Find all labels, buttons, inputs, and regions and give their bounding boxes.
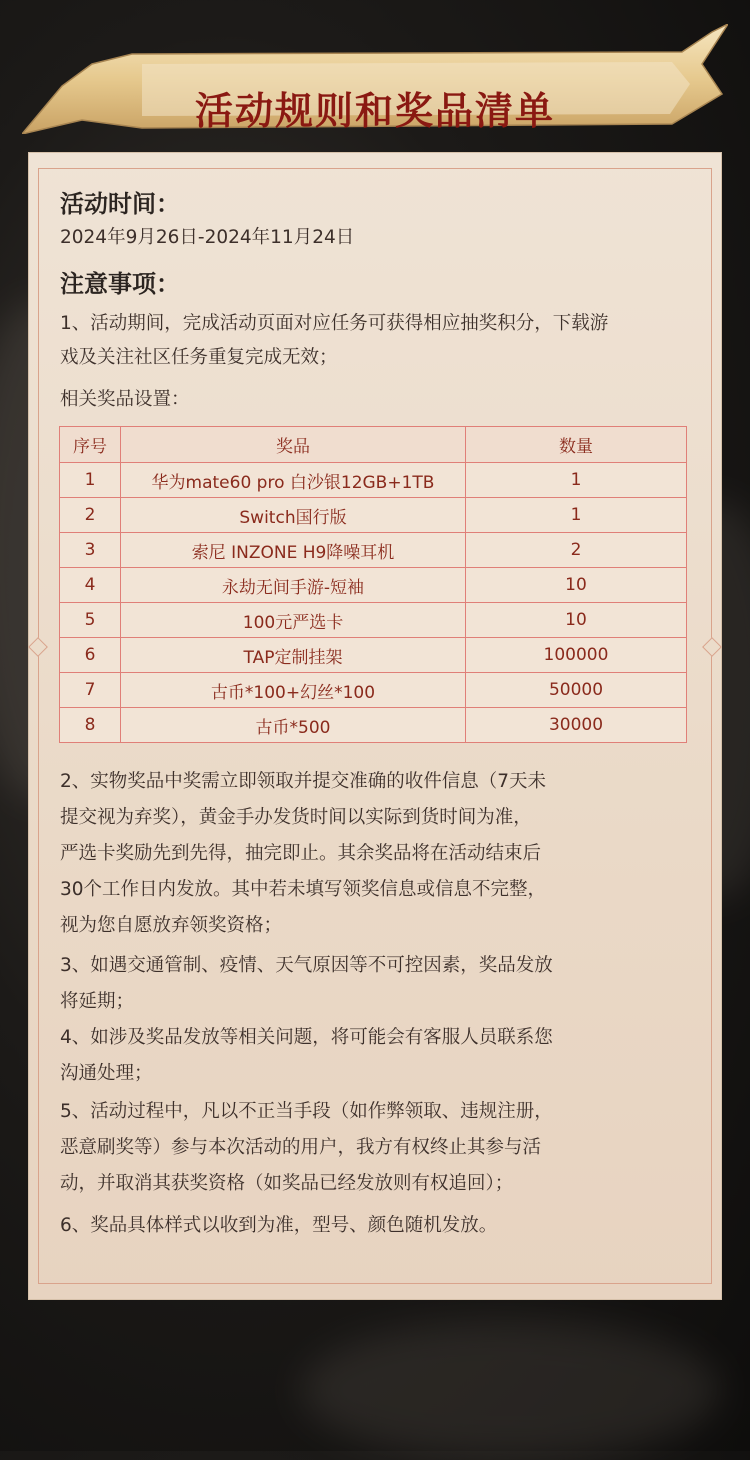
- rule-6-line: 6、奖品具体样式以收到为准，型号、颜色随机发放。: [60, 1215, 498, 1236]
- table-row: [60, 498, 687, 533]
- time-value: 2024年9月26日-2024年11月24日: [60, 227, 355, 248]
- cell-index: 5: [60, 603, 121, 638]
- cell-index: 3: [60, 533, 121, 568]
- cell-index: 7: [60, 673, 121, 708]
- rule-1-line-1: 1、活动期间，完成活动页面对应任务可获得相应抽奖积分，下载游: [60, 313, 609, 334]
- cell-quantity: 50000: [466, 673, 687, 708]
- cell-index: 2: [60, 498, 121, 533]
- rule-3: [60, 948, 700, 1020]
- rule-5-line: 动，并取消其获奖资格（如奖品已经发放则有权追回）；: [60, 1173, 514, 1194]
- page-title: 活动规则和奖品清单: [194, 88, 555, 133]
- cell-prize: TAP定制挂架: [121, 638, 466, 673]
- cell-index: 8: [60, 708, 121, 743]
- header-quantity: 数量: [466, 427, 687, 463]
- cell-prize: 古币*500: [121, 708, 466, 743]
- rule-2: [60, 764, 700, 944]
- table-row: [60, 463, 687, 498]
- table-row: [60, 708, 687, 743]
- header-prize: 奖品: [121, 427, 466, 463]
- cell-prize: 永劫无间手游-短袖: [121, 568, 466, 603]
- cell-quantity: 1: [466, 463, 687, 498]
- rule-1-line-2: 戏及关注社区任务重复完成无效；: [60, 347, 338, 368]
- rule-3-line: 3、如遇交通管制、疫情、天气原因等不可控因素，奖品发放: [60, 955, 553, 976]
- cell-quantity: 2: [466, 533, 687, 568]
- rule-2-line: 严选卡奖励先到先得，抽完即止。其余奖品将在活动结束后: [60, 843, 542, 864]
- rule-4-line: 4、如涉及奖品发放等相关问题，将可能会有客服人员联系您: [60, 1027, 553, 1048]
- title-banner: [22, 24, 728, 134]
- cell-quantity: 100000: [466, 638, 687, 673]
- time-heading: 活动时间：: [60, 190, 180, 218]
- rule-3-line: 将延期；: [60, 991, 135, 1012]
- rule-2-line: 视为您自愿放弃领奖资格；: [60, 915, 283, 936]
- cell-index: 1: [60, 463, 121, 498]
- rule-5: [60, 1094, 700, 1202]
- prize-table: [59, 426, 687, 743]
- cell-quantity: 30000: [466, 708, 687, 743]
- smoke-decoration: [300, 1320, 720, 1460]
- cell-prize: 华为mate60 pro 白沙银12GB+1TB: [121, 463, 466, 498]
- cell-quantity: 1: [466, 498, 687, 533]
- table-row: [60, 533, 687, 568]
- notes-heading: 注意事项：: [60, 270, 180, 298]
- cell-index: 4: [60, 568, 121, 603]
- cell-index: 6: [60, 638, 121, 673]
- rule-2-line: 30个工作日内发放。其中若未填写领奖信息或信息不完整，: [60, 879, 547, 900]
- table-row: [60, 603, 687, 638]
- rule-4: [60, 1020, 700, 1092]
- table-header-row: [60, 427, 687, 463]
- cell-prize: 100元严选卡: [121, 603, 466, 638]
- header-index: 序号: [60, 427, 121, 463]
- rule-6: [60, 1208, 700, 1244]
- cell-quantity: 10: [466, 568, 687, 603]
- cell-quantity: 10: [466, 603, 687, 638]
- rule-2-line: 提交视为弃奖），黄金手办发货时间以实际到货时间为准，: [60, 807, 532, 828]
- cell-prize: 索尼 INZONE H9降噪耳机: [121, 533, 466, 568]
- table-row: [60, 568, 687, 603]
- cell-prize: 古币*100+幻丝*100: [121, 673, 466, 708]
- rule-5-line: 5、活动过程中，凡以不正当手段（如作弊领取、违规注册，: [60, 1101, 553, 1122]
- rule-5-line: 恶意刷奖等）参与本次活动的用户，我方有权终止其参与活: [60, 1137, 542, 1158]
- prizes-label: 相关奖品设置：: [60, 389, 190, 410]
- cell-prize: Switch国行版: [121, 498, 466, 533]
- table-row: [60, 673, 687, 708]
- rule-4-line: 沟通处理；: [60, 1063, 153, 1084]
- table-row: [60, 638, 687, 673]
- rule-2-line: 2、实物奖品中奖需立即领取并提交准确的收件信息（7天未: [60, 771, 547, 792]
